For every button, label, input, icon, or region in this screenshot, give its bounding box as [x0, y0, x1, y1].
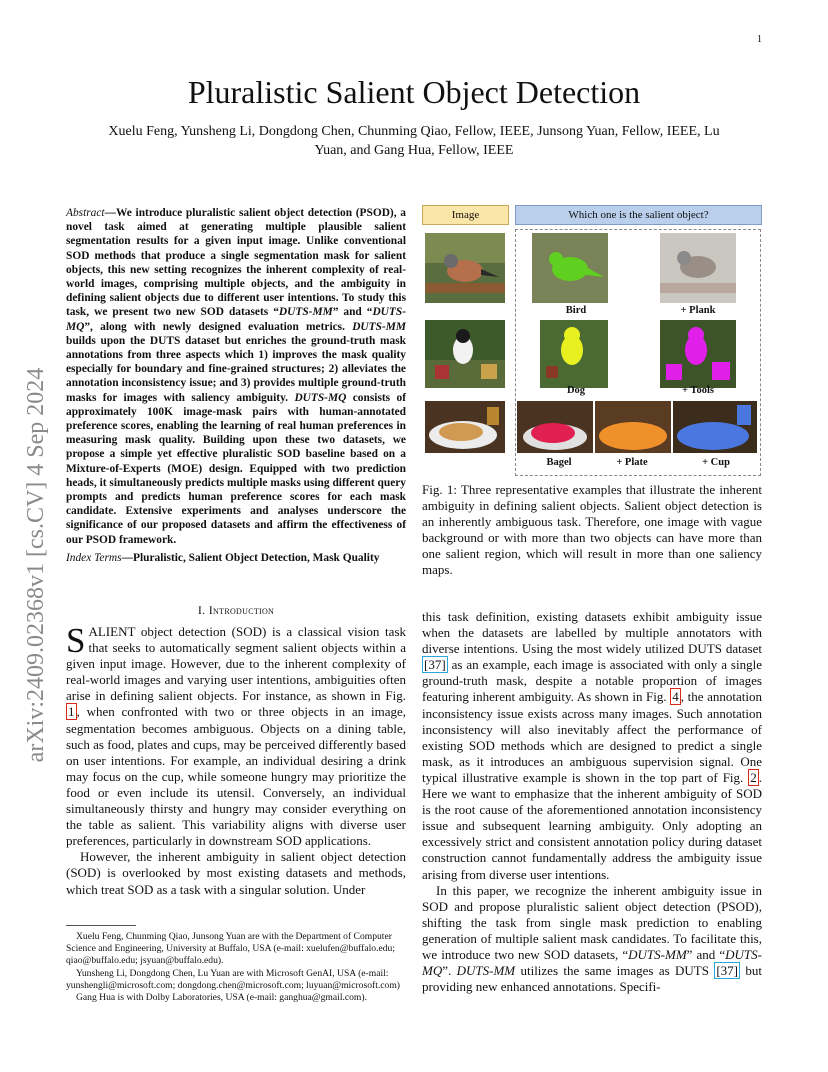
dataset-name: DUTS-MQ — [422, 946, 762, 979]
citation-link[interactable]: [37] — [716, 963, 739, 979]
figure-link[interactable]: 4 — [672, 689, 679, 705]
dataset-name: DUTS-MQ — [294, 391, 347, 404]
footnotes — [66, 931, 406, 1004]
figure-link[interactable]: 1 — [68, 704, 75, 720]
label-dog: Dog — [566, 385, 586, 396]
paragraph-text: but providing new enhanced annotations. Specifi- — [422, 963, 762, 995]
cup-mask — [673, 401, 757, 453]
bird-mask — [532, 233, 608, 303]
intro-right-column — [422, 609, 762, 995]
paragraph-text: as an example, each image is associated with only a single ground-truth mask, despite a notable proportion of images featuring inherent ambiguity. As shown in Fig. — [422, 657, 762, 705]
dataset-name: DUTS-MM — [628, 946, 687, 962]
abstract-dash: — — [104, 207, 116, 219]
page-number: 1 — [757, 34, 762, 45]
right-paragraph-1 — [422, 609, 762, 883]
dataset-name: DUTS-MQ — [66, 306, 406, 333]
figure-caption: Fig. 1: Three representative examples that illustrate the inherent ambiguity in defining salient objects. Salient object detection is an inherently ambiguous task. Therefore, one image with vague background or with more than two objects can have more than one salient region, which will result in more than one saliency maps. — [422, 482, 762, 578]
footnote-rule — [66, 925, 136, 926]
arxiv-identifier: arXiv:2409.02368v1 [cs.CV] 4 Sep 2024 — [23, 367, 49, 763]
paper-title: Pluralistic Salient Object Detection — [187, 74, 641, 110]
abstract-label: Abstract — [66, 207, 105, 219]
bagel-image — [425, 401, 505, 453]
paragraph-text: ALIENT object detection (SOD) is a classical vision task that seeks to automatically segment salient objects within a given input image. However, due to the inherent complexity of real-world images and varying user intentions, ambiguities often arise in defining salient objects. For instance, as shown in Fig. — [66, 624, 406, 704]
paragraph-text: ”. — [442, 963, 457, 979]
paragraph-text: In this paper, we recognize the inherent ambiguity issue in SOD and propose pluralistic salient object detection (PSOD), shifting the task from single mask prediction to enabling generation of multiple salient mask candidates. To facilitate this, we introduce two new SOD datasets, “ — [422, 882, 762, 962]
label-tools: + Tools — [682, 385, 714, 396]
dog-mask — [540, 320, 608, 388]
abstract-text: We introduce pluralistic salient object detection (PSOD), a novel task aimed at generating multiple plausible salient segmentation results for a given input image. Unlike conventional SOD methods that produce a single segmentation mask for salient objects, this new setting recognizes the inherent complexity of real-world images, comprising multiple objects, and the ambiguity in defining salient objects due to different user intentions. To study this task, we present two new SOD datasets “ — [66, 207, 406, 319]
intro-left-column — [66, 621, 406, 898]
label-cup: + Cup — [702, 457, 730, 468]
dropcap-letter: S — [66, 621, 86, 660]
label-bagel: Bagel — [546, 457, 572, 468]
bird-plank-mask — [660, 233, 736, 303]
right-paragraph-2 — [422, 883, 762, 996]
section-title: Introduction — [208, 603, 275, 617]
footnote-affiliation-3: Gang Hua is with Dolby Laboratories, USA (e-mail: ganghua@gmail.com). — [76, 992, 367, 1004]
dog-tools-mask — [660, 320, 736, 388]
section-heading — [66, 603, 406, 618]
dataset-name: DUTS-MM — [278, 306, 333, 319]
figure-header-question: Which one is the salient object? — [515, 205, 762, 225]
abstract-text: consists of approximately 100K image-mask pairs with human-annotated preference scores, enabling the learning of real human preferences in measuring mask quality. Building upon these two datasets, we propose a simple yet effective pluralistic SOD baseline based on a Mixture-of-Experts (MOE) design. Equipped with two prediction heads, it simultaneously predicts multiple masks using different query prompts and predicts human preference scores for each mask candidate. Extensive experiments and analyses underscore the significance of our proposed datasets and affirm the effectiveness of our PSOD framework. — [66, 391, 406, 546]
label-bird: Bird — [565, 305, 587, 316]
footnote-affiliation-1: Xuelu Feng, Chunming Qiao, Junsong Yuan are with the Department of Computer Science and Engineering, University at Buffalo, USA (e-mail: xuelufen@buffalo.edu; qiao@buffalo.edu; jsyuan@buffalo.edu). — [66, 931, 395, 967]
abstract-text: ” and “ — [332, 306, 373, 319]
abstract-text: ”, along with newly designed evaluation metrics. — [84, 320, 353, 333]
figure-1 — [422, 205, 762, 475]
footnote-affiliation-2: Yunsheng Li, Dongdong Chen, Lu Yuan are with Microsoft GenAI, USA (e-mail: yunshengli@microsoft.com; dongdong.chen@microsoft.com; luyuan@microsoft.com) — [66, 967, 400, 991]
dataset-name: DUTS-MM — [352, 320, 406, 333]
intro-paragraph-1 — [66, 621, 406, 849]
section-numeral: I. — [197, 603, 206, 617]
paragraph-text: . Here we want to emphasize that the inherent ambiguity of SOD is the root cause of the aforementioned annotation inconsistency issue and subsequent learning ambiguity. Only adopting an excessively strict and consistent annotation policy during dataset construction cannot fundamentally address the ambiguity issue arising from diverse user intentions. — [422, 769, 762, 882]
paragraph-text: ” and “ — [686, 946, 726, 962]
dog-image — [425, 320, 505, 388]
paragraph-text: this task definition, existing datasets exhibit ambiguity issue when the datasets are labelled by multiple annotators with diverse intentions. Using the most widely utilized DUTS dataset — [422, 609, 762, 657]
dataset-name: DUTS-MM — [456, 963, 516, 979]
plate-mask — [595, 401, 671, 453]
paragraph-text: utilizes the same images as DUTS — [515, 963, 715, 979]
figure-link[interactable]: 2 — [750, 769, 757, 785]
label-plate: + Plate — [616, 457, 648, 468]
abstract — [66, 206, 406, 547]
label-plank: + Plank — [680, 305, 716, 316]
author-list — [72, 122, 756, 160]
paragraph-text: , when confronted with two or three objects in an image, segmentation becomes ambiguous. Objects on a dining table, such as food, plates and cups, may be perceived differently based on user intentions. For example, an individual desiring a drink may focus on the cup, while someone hungry may prioritize the food or even include its utensil. Conversely, an individual simultaneously thirsty and hungry may consider everything on the table as salient. This variability aligns with diverse user preferences, particularly in downstream SOD applications. — [66, 704, 406, 849]
index-terms-text: —Pluralistic, Salient Object Detection, Mask Quality — [121, 552, 380, 564]
intro-paragraph-2: However, the inherent ambiguity in salient object detection (SOD) is overlooked by most existing datasets and methods, which treat SOD as a task with a singular solution. Under — [66, 849, 406, 897]
abstract-text: builds upon the DUTS dataset but enriches the ground-truth mask annotations from three aspects which 1) improves the mask quality especially for boundary and fine-grained structures; 2) alleviates the annotation inconsistency issue; and 3) provides multiple ground-truth masks for images with saliency ambiguity. — [66, 334, 406, 404]
paragraph-text: , the annotation inconsistency issue exists across many images. Such annotation inconsistency will also inevitably affect the performance of existing SOD methods which are designed to predict a single mask, as it introduces an ambiguous supervision signal. One typical illustrative example is shown in the top part of Fig. — [422, 689, 762, 785]
author-line-1: Xuelu Feng, Yunsheng Li, Dongdong Chen, Chunming Qiao, Fellow, IEEE, Junsong Yuan, Fellow, IEEE, Lu — [108, 124, 720, 139]
bird-image — [425, 233, 505, 303]
figure-header-image: Image — [422, 205, 509, 225]
index-terms-label: Index Terms — [66, 552, 122, 564]
citation-link[interactable]: [37] — [424, 657, 446, 673]
bagel-mask — [517, 401, 593, 453]
author-line-2: Yuan, and Gang Hua, Fellow, IEEE — [314, 143, 514, 158]
index-terms — [66, 551, 406, 565]
